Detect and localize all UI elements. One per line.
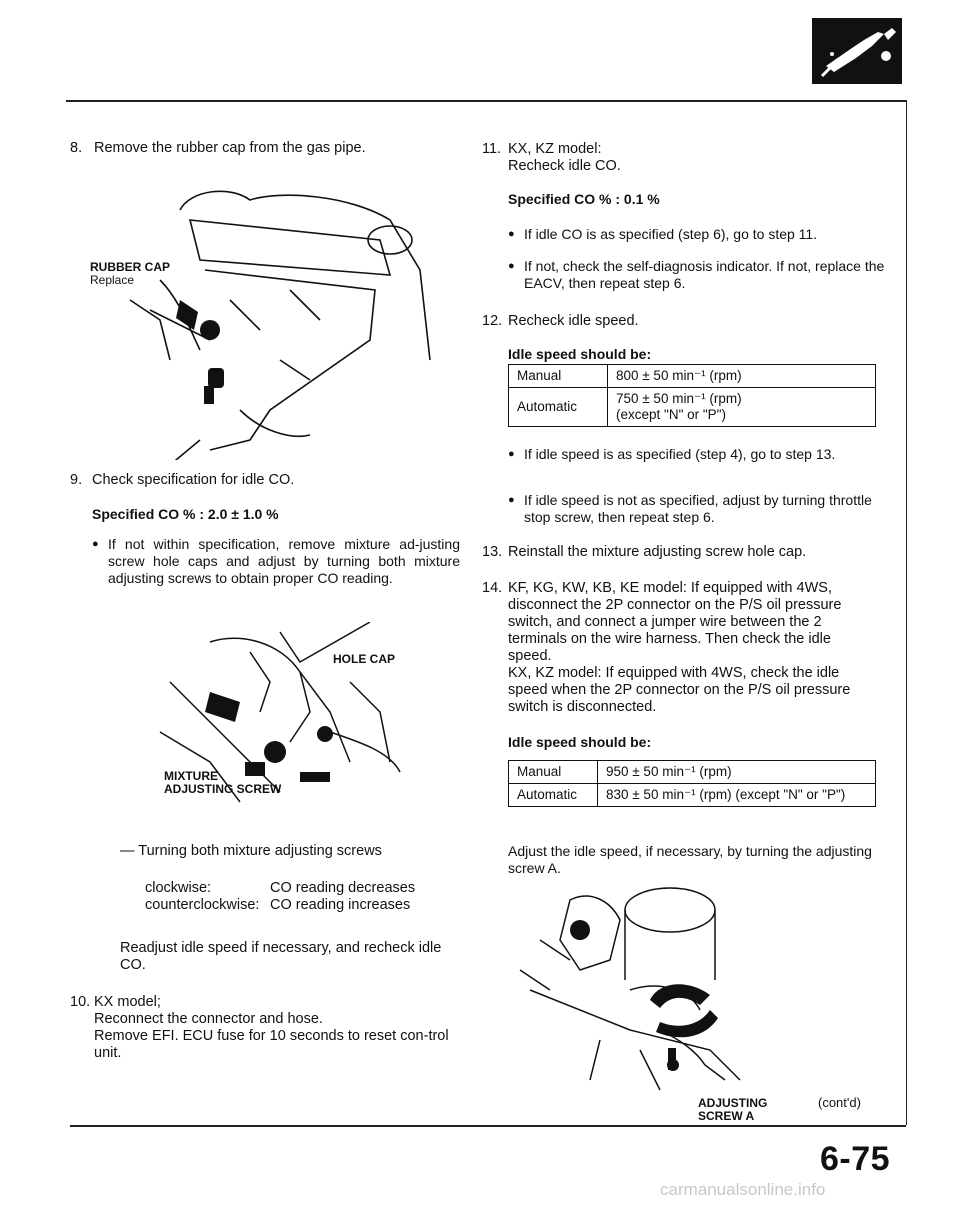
table-row <box>509 365 876 388</box>
continued-label: (cont'd) <box>818 1095 861 1110</box>
step-line-2: Recheck idle CO. <box>508 158 621 174</box>
step-11 <box>482 141 882 175</box>
adjusting-screw-label: ADJUSTING SCREW <box>164 782 282 796</box>
idle-speed-table <box>508 364 876 427</box>
bullet-text: If not within specification, remove mixture ad-justing screw hole caps and adjust by turning both mixture adjusting screws to obtain proper CO reading. <box>108 536 460 586</box>
step-number: 8. <box>70 140 83 156</box>
step-text: Check specification for idle CO. <box>92 472 295 488</box>
spec-co-right: Specified CO % : 0.1 % <box>508 191 660 207</box>
step-text: Remove the rubber cap from the gas pipe. <box>94 140 366 156</box>
replace-label: Replace <box>90 273 135 287</box>
idle-speed-heading-2: Idle speed should be: <box>508 734 652 750</box>
table-cell-line: (except "N" or "P") <box>616 407 726 422</box>
step-line-3: Remove EFI. ECU fuse for 10 seconds to reset con-trol unit. <box>94 1028 449 1061</box>
idle-speed-heading: Idle speed should be: <box>508 346 652 362</box>
step-line-1: KX, KZ model: <box>508 141 602 157</box>
step-text-2: KX, KZ model: If equipped with 4WS, check the idle speed when the 2P connector on the P/S oil pressure switch is disconnected. <box>508 665 851 715</box>
bullet-text: If idle CO is as specified (step 6), go to step 11. <box>524 226 818 242</box>
table-cell: Manual <box>509 761 598 784</box>
hole-cap-figure <box>150 622 410 807</box>
counterclockwise-label: counterclockwise: <box>145 897 260 913</box>
step-number: 12. <box>482 313 503 329</box>
footer-rule <box>70 1125 906 1127</box>
step-10 <box>70 994 470 1062</box>
bullet-12a <box>508 446 886 463</box>
step-14 <box>482 580 882 716</box>
readjust-note: Readjust idle speed if necessary, and recheck idle CO. <box>120 940 442 973</box>
table-row <box>509 388 876 427</box>
bullet-dot-icon: ● <box>92 538 99 550</box>
mixture-label: MIXTURE <box>164 769 218 783</box>
bullet-dot-icon: ● <box>508 448 515 460</box>
engine-figure <box>90 180 450 460</box>
step-number: 13. <box>482 544 503 560</box>
counterclockwise-value: CO reading increases <box>270 897 411 913</box>
table-cell: Manual <box>509 365 608 388</box>
table-row <box>509 761 876 784</box>
table-cell: 830 ± 50 min⁻¹ (rpm) (except "N" or "P") <box>598 784 876 807</box>
bullet-dot-icon: ● <box>508 228 515 240</box>
table-cell: 800 ± 50 min⁻¹ (rpm) <box>608 365 876 388</box>
bullet-text: If idle speed is not as specified, adjust by turning throttle stop screw, then repeat step 6. <box>524 492 872 525</box>
table-cell: Automatic <box>509 388 608 427</box>
bullet-text: If idle speed is as specified (step 4), go to step 13. <box>524 446 836 462</box>
table-row <box>509 784 876 807</box>
turning-note: — Turning both mixture adjusting screws <box>120 843 382 859</box>
clockwise-label: clockwise: <box>145 880 212 896</box>
step-text: Reinstall the mixture adjusting screw hole cap. <box>508 544 807 560</box>
step-number: 10. <box>70 994 91 1010</box>
fuel-nozzle-icon <box>812 18 902 84</box>
step-line-1: KX model; <box>94 994 161 1010</box>
throttle-figure <box>510 880 880 1123</box>
screw-a-label: SCREW A <box>698 1109 755 1123</box>
table-cell <box>608 388 876 427</box>
bullet-text: If not, check the self-diagnosis indicator. If not, replace the EACV, then repeat step 6. <box>524 258 885 291</box>
watermark: carmanualsonline.info <box>660 1180 826 1199</box>
bullet-dot-icon: ● <box>508 260 515 272</box>
hole-cap-label: HOLE CAP <box>333 652 396 666</box>
spec-co-left: Specified CO % : 2.0 ± 1.0 % <box>92 506 279 522</box>
idle-speed-table-2 <box>508 760 876 807</box>
right-margin-rule <box>906 100 907 1125</box>
table-cell: 950 ± 50 min⁻¹ (rpm) <box>598 761 876 784</box>
bullet-dot-icon: ● <box>508 494 515 506</box>
step-text-1: KF, KG, KW, KB, KE model: If equipped with 4WS, disconnect the 2P connector on the P/S oil pressure switch, and connect a jumper wire between the 2 terminals on the wire harness. Then check the idle speed. <box>508 580 842 664</box>
step-number: 14. <box>482 580 503 596</box>
step-number: 11. <box>482 141 502 157</box>
step-line-2: Reconnect the connector and hose. <box>94 1011 323 1027</box>
bullet-9 <box>92 536 460 587</box>
step-number: 9. <box>70 472 83 488</box>
header-rule <box>66 100 906 102</box>
adjust-note: Adjust the idle speed, if necessary, by turning the adjusting screw A. <box>508 843 872 876</box>
rubber-cap-label: RUBBER CAP <box>90 260 171 274</box>
step-text: Recheck idle speed. <box>508 313 639 329</box>
clockwise-value: CO reading decreases <box>270 880 416 896</box>
bullet-11a <box>508 226 886 243</box>
adjusting-label: ADJUSTING <box>698 1096 768 1110</box>
bullet-11b <box>508 258 886 292</box>
table-cell: Automatic <box>509 784 598 807</box>
bullet-12b <box>508 492 886 526</box>
table-cell-line: 750 ± 50 min⁻¹ (rpm) <box>616 391 742 406</box>
section-logo <box>812 18 902 84</box>
page-number: 6-75 <box>820 1140 891 1178</box>
